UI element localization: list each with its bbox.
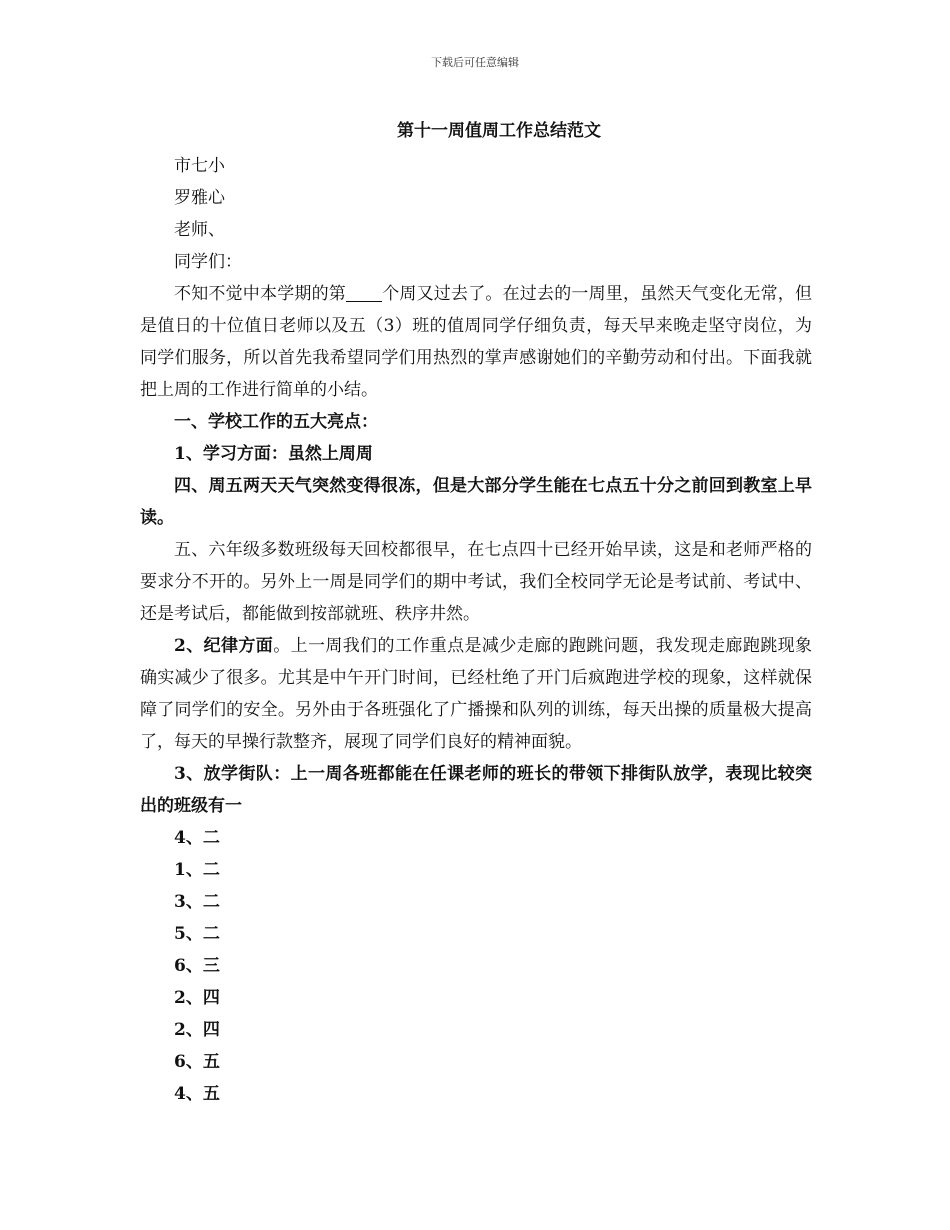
salutation-line: 罗雅心 — [174, 188, 225, 208]
salutation-line: 市七小 — [174, 156, 225, 176]
class-list-item: 6、五 — [174, 1052, 220, 1072]
page-header: 下载后可任意编辑 — [431, 56, 519, 69]
section-heading: 一、学校工作的五大亮点： — [174, 412, 378, 432]
discipline-paragraph — [140, 630, 812, 758]
intro-text-end: 个周又过去了。在过去的一周里，虽然天气变化无常，但是值日的十位值日老师以及五（3）班的值周同学仔细负责，每天早来晚走坚守岗位，为同学们服务，所以首先我希望同学们用热烈的掌声感谢她们的辛勤劳动和付出。下面我就把上周的工作进行简单的小结。 — [140, 284, 812, 400]
item-heading-study: 1、学习方面：虽然上周周 — [174, 444, 373, 464]
salutation-line: 老师、 — [174, 220, 225, 240]
class-list-item: 2、四 — [174, 988, 220, 1008]
class-list-item: 6、三 — [174, 956, 220, 976]
bold-paragraph-dismissal: 3、放学街队：上一周各班都能在任课老师的班长的带领下排街队放学，表现比较突出的班级有一 — [140, 764, 812, 816]
document-title: 第十一周值周工作总结范文 — [397, 121, 601, 141]
class-list-item: 1、二 — [174, 860, 220, 880]
class-list-item: 5、二 — [174, 924, 220, 944]
bold-paragraph-weather: 四、周五两天天气突然变得很冻，但是大部分学生能在七点五十分之前回到教室上早读。 — [140, 476, 812, 528]
class-list-item: 4、二 — [174, 828, 220, 848]
discipline-text: 。上一周我们的工作重点是减少走廊的跑跳问题，我发现走廊跑跳现象确实减少了很多。尤其是中午开门时间，已经杜绝了开门后疯跑进学校的现象，这样就保障了同学们的安全。另外由于各班强化了广播操和队列的训练，每天出操的质量极大提高了，每天的早操行款整齐，展现了同学们良好的精神面貌。 — [140, 636, 812, 752]
class-list-item: 3、二 — [174, 892, 220, 912]
intro-paragraph — [140, 278, 812, 406]
discipline-label: 2、纪律方面 — [174, 636, 274, 656]
document-body — [140, 150, 812, 1110]
fill-in-blank — [346, 283, 382, 302]
paragraph-early-reading: 五、六年级多数班级每天回校都很早，在七点四十已经开始早读，这是和老师严格的要求分不开的。另外上一周是同学们的期中考试，我们全校同学无论是考试前、考试中、还是考试后，都能做到按部就班、秩序井然。 — [140, 540, 812, 624]
salutation-line: 同学们： — [174, 252, 242, 272]
class-list-item: 2、四 — [174, 1020, 220, 1040]
class-list-item: 4、五 — [174, 1084, 220, 1104]
intro-text-start: 不知不觉中本学期的第 — [174, 284, 346, 304]
